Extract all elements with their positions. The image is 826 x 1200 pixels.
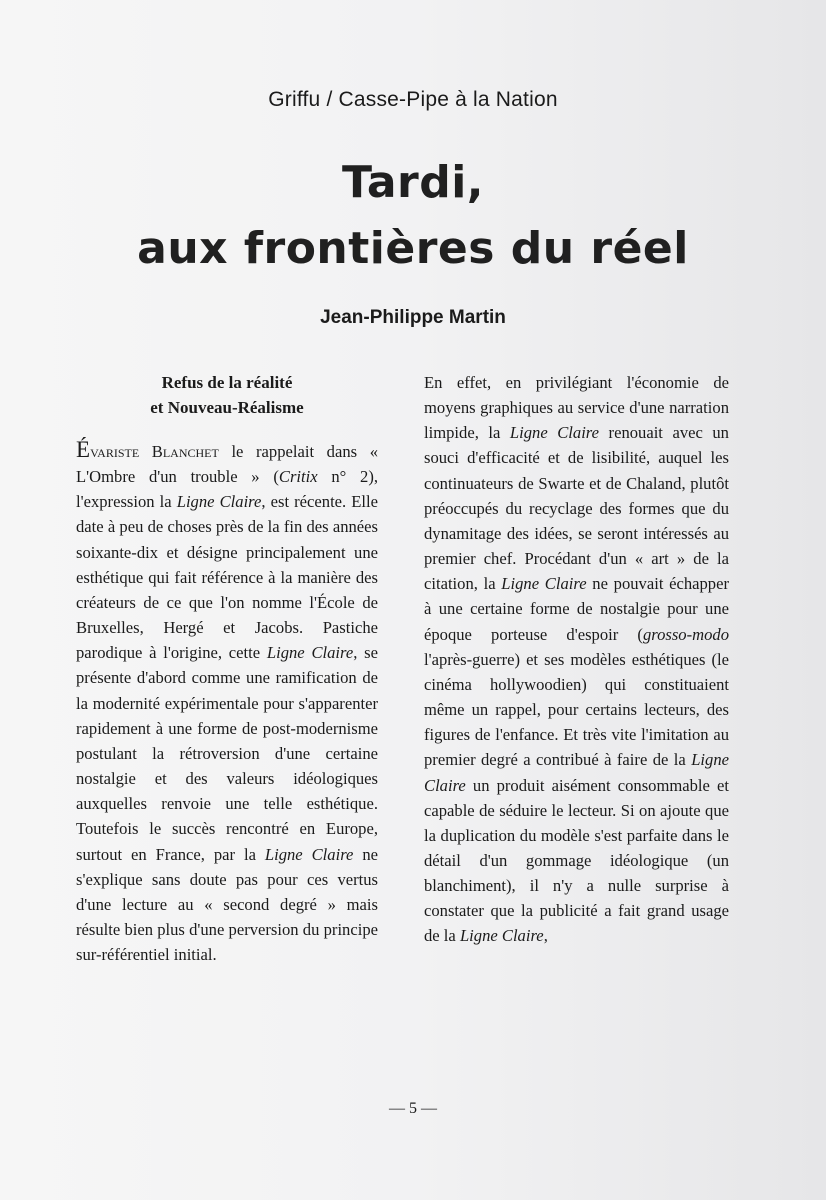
- italic-run: Ligne Claire: [459, 926, 544, 946]
- author-reference: variste Blanchet: [90, 442, 219, 461]
- left-column: [76, 370, 378, 967]
- running-head: Griffu / Casse-Pipe à la Nation: [268, 88, 558, 111]
- italic-run: Ligne Claire: [266, 643, 354, 663]
- text-run: ,: [543, 926, 548, 946]
- text-run: , est récente. Elle date à peu de choses près de la fin des années soixante-dix et désigne principalement une esthétique qui fait référence à la manière des créateurs de ce que l'on nomme l'École de Bruxelles, Hergé et Jacobs. Pastiche parodique à l'origine, cette: [76, 492, 379, 663]
- left-paragraph: [76, 437, 378, 967]
- text-run: l'après-guerre) et ses modèles esthétiques (le cinéma hollywoodien) qui constituaient même un rappel, pour certains lecteurs, des figures de l'enfance. Et très vite l'imitation au premier degré a contribué à faire de la: [424, 649, 729, 770]
- article-title: [0, 150, 826, 282]
- author-name: Jean-Philippe Martin: [320, 307, 506, 328]
- italic-run: Critix: [278, 467, 318, 487]
- section-heading: [76, 370, 378, 420]
- right-paragraph: [424, 370, 729, 949]
- italic-run: Ligne Claire: [509, 423, 600, 443]
- text-run: ne s'explique sans doute pas pour ces vertus d'une lecture au « second degré » mais résulte bien plus d'une perversion du principe sur-référentiel initial.: [76, 844, 378, 965]
- title-line-2: aux frontières du réel: [137, 223, 689, 274]
- right-column: [424, 370, 729, 949]
- section-heading-line-2: et Nouveau-Réalisme: [150, 398, 304, 417]
- text-run: n° 2), l'expression la: [76, 467, 378, 512]
- text-run: ne pouvait échapper à une certaine forme de nostalgie pour une époque porteuse d'espoir (: [424, 574, 729, 644]
- page-number: — 5 —: [389, 1100, 437, 1117]
- text-run: En effet, en privilégiant l'économie de moyens graphiques au service d'une narration limpide, la: [424, 373, 729, 443]
- text-run: le rappelait dans « L'Ombre d'un trouble » (: [76, 442, 378, 487]
- text-run: , se présente d'abord comme une ramification de la modernité expérimentale pour s'apparenter rapidement à une forme de post-modernisme postulant la rétroversion d'une certaine nostalgie et des valeurs idéologiques auxquelles renvoie une telle esthétique. Toutefois le succès rencontré en Europe, surtout en France, par la: [76, 643, 378, 864]
- section-heading-line-1: Refus de la réalité: [161, 373, 293, 392]
- drop-cap: É: [76, 437, 91, 462]
- text-run: renouait avec un souci d'efficacité et de lisibilité, auquel les continuateurs de Swarte et de Chaland, plutôt préoccupés du recyclage des formes que du dynamitage des idées, se seront intéressés au premier chef. Procédant d'un « art » de la citation, la: [424, 423, 729, 594]
- italic-run: Ligne Claire: [424, 750, 729, 795]
- italic-run: Ligne Claire: [501, 574, 587, 594]
- italic-run: Ligne Claire: [176, 492, 262, 512]
- italic-run: Ligne Claire: [264, 844, 354, 864]
- text-run: un produit aisément consommable et capable de séduire le lecteur. Si on ajoute que la duplication du modèle s'est parfaite dans le détail d'un gommage idéologique (un blanchiment), il n'y a nulle surprise à constater que la publicité a fait grand usage de la: [424, 775, 729, 946]
- title-line-1: Tardi,: [341, 157, 485, 208]
- italic-run: grosso-modo: [642, 624, 729, 644]
